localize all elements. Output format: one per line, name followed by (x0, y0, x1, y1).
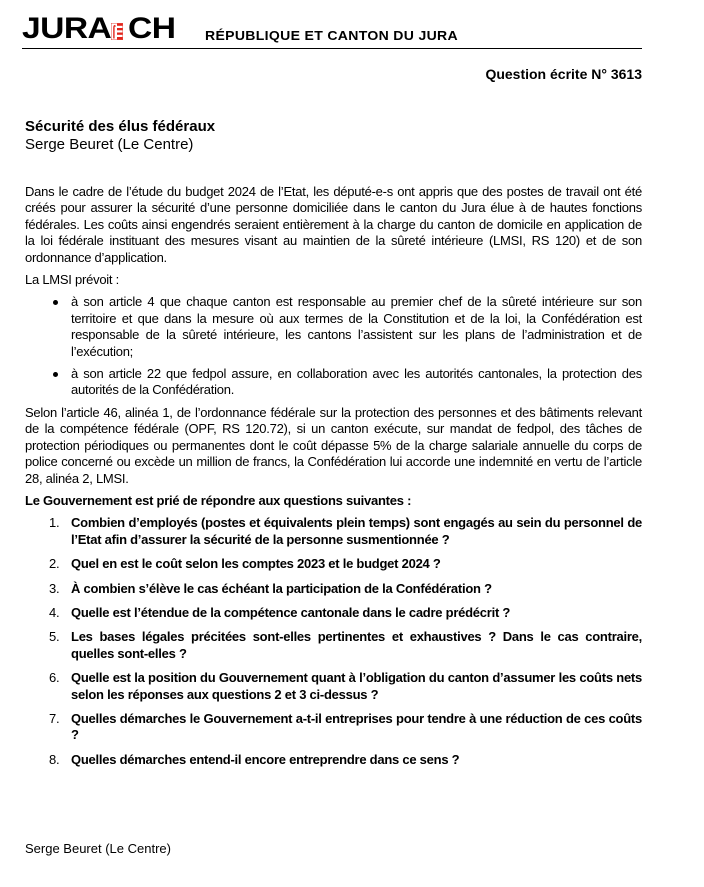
question-item (25, 711, 642, 744)
question-number-label: 4. (49, 604, 60, 620)
question-number-label: 7. (49, 710, 60, 726)
header-title: RÉPUBLIQUE ET CANTON DU JURA (205, 28, 458, 43)
letterhead (22, 14, 642, 50)
jura-flag-icon (111, 23, 123, 40)
bullet-icon (53, 372, 58, 377)
lmsi-bullet-list (25, 294, 642, 398)
question-item (25, 515, 642, 548)
bullet-icon (53, 300, 58, 305)
question-text: Quelles démarches entend-il encore entreprendre dans ce sens ? (71, 751, 460, 767)
document-author: Serge Beuret (Le Centre) (25, 136, 194, 153)
intro-paragraph: Dans le cadre de l’étude du budget 2024 de l’Etat, les député-e-s ont appris que des postes de travail ont été créés pour assurer la sécurité d’une personne domiciliée dans le canton du Jura élue à de hautes fonctions fédérales. Les coûts ainsi engendrés seraient entièrement à la charge du canton de domicile en application de la loi fédérale instituant des mesures visant au maintien de la sûreté intérieure (LMSI, RS 120) et de son ordonnance d’application. (25, 184, 642, 265)
questions-list (25, 515, 642, 768)
question-text: Quelle est la position du Gouvernement quant à l’obligation du canton d’assumer les coûts nets selon les réponses aux questions 2 et 3 ci-dessus ? (71, 670, 642, 702)
question-text: Quelle est l’étendue de la compétence cantonale dans le cadre prédécrit ? (71, 604, 511, 620)
question-number-label: 3. (49, 580, 60, 596)
opf-paragraph: Selon l’article 46, alinéa 1, de l’ordonnance fédérale sur la protection des personnes et des bâtiments relevant de la compétence fédérale (OPF, RS 120.72), si un canton exécute, sur mandat de fedpol, des tâches de protection périodiques ou permanentes dont le coût dépasse 5% de la charge salariale annuelle du corps de police concerné ou excède un million de francs, la Confédération lui accorde une indemnité en vertu de l’article 28, alinéa 2, LMSI. (25, 404, 642, 486)
question-item (25, 752, 642, 768)
question-text: Les bases légales précitées sont-elles pertinentes et exhaustives ? Dans le cas contraire, quelles sont-elles ? (71, 629, 642, 661)
logo-jura: JURA (22, 12, 112, 45)
question-number-label: 2. (49, 556, 60, 572)
question-item (25, 605, 642, 621)
logo-text (22, 14, 116, 44)
question-number: Question écrite N° 3613 (485, 66, 642, 82)
header-divider (22, 48, 642, 49)
logo-ch: CH (128, 12, 176, 45)
question-number-label: 6. (49, 670, 60, 686)
jura-ch-logo (22, 12, 176, 45)
question-number-label: 8. (49, 751, 60, 767)
question-item (25, 556, 642, 572)
bullet-item (25, 294, 642, 360)
document-title: Sécurité des élus fédéraux (25, 118, 216, 135)
question-text: À combien s’élève le cas échéant la participation de la Confédération ? (71, 580, 492, 596)
signature: Serge Beuret (Le Centre) (25, 841, 171, 856)
question-text: Combien d’employés (postes et équivalents plein temps) sont engagés au sein du personnel de l’Etat afin d’assurer la sécurité de la personne susmentionnée ? (71, 515, 642, 547)
question-item (25, 581, 642, 597)
lmsi-lead: La LMSI prévoit : (25, 272, 120, 288)
question-text: Quelles démarches le Gouvernement a-t-il entreprises pour tendre à une réduction de ces coûts ? (71, 710, 642, 743)
bullet-text: à son article 4 que chaque canton est responsable au premier chef de la sûreté intérieure sur son territoire et que dans la mesure où aux termes de la Constitution et de la loi, la Confédération est responsable de la sûreté intérieure, les cantons l’assistent sur les plans de l’administration et de l’exécution; (71, 294, 642, 359)
question-number-label: 5. (49, 629, 60, 645)
question-item (25, 629, 642, 662)
questions-lead: Le Gouvernement est prié de répondre aux questions suivantes : (25, 492, 412, 508)
question-item (25, 670, 642, 703)
question-text: Quel en est le coût selon les comptes 2023 et le budget 2024 ? (71, 556, 441, 572)
bullet-text: à son article 22 que fedpol assure, en collaboration avec les autorités cantonales, la protection des autorités de la Confédération. (71, 366, 642, 398)
document-body (25, 184, 642, 776)
bullet-item (25, 366, 642, 399)
question-number-label: 1. (49, 515, 60, 531)
